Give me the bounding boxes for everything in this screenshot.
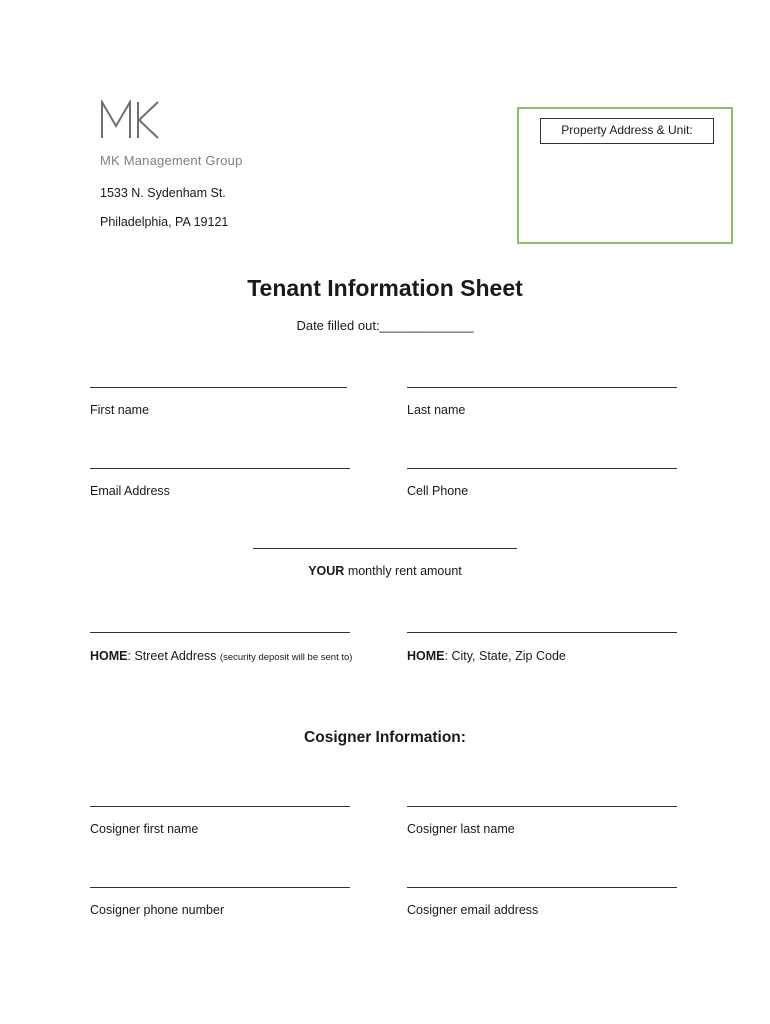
home-city-bold: HOME [407, 649, 445, 663]
first-name-label: First name [90, 403, 150, 417]
cell-phone-label: Cell Phone [407, 484, 469, 498]
cosigner-last-name-line[interactable] [407, 806, 677, 807]
last-name-line[interactable] [407, 387, 677, 388]
cosigner-email-label: Cosigner email address [407, 903, 539, 917]
first-name-line[interactable] [90, 387, 347, 388]
cosigner-heading: Cosigner Information: [304, 729, 466, 746]
home-city-line[interactable] [407, 632, 677, 633]
cell-phone-line[interactable] [407, 468, 677, 469]
home-street-text: : Street Address [127, 649, 220, 663]
cosigner-first-name-label: Cosigner first name [90, 822, 199, 836]
cosigner-phone-label: Cosigner phone number [90, 903, 225, 917]
email-label: Email Address [90, 484, 170, 498]
page-title: Tenant Information Sheet [247, 275, 523, 301]
rent-line[interactable] [253, 548, 517, 549]
property-address-box[interactable] [517, 107, 733, 244]
rent-label [0, 564, 770, 578]
cosigner-phone-line[interactable] [90, 887, 350, 888]
cosigner-last-name-label: Cosigner last name [407, 822, 515, 836]
email-line[interactable] [90, 468, 350, 469]
address-line-1: 1533 N. Sydenham St. [100, 186, 226, 200]
home-city-label [407, 649, 566, 663]
home-city-text: : City, State, Zip Code [444, 649, 566, 663]
home-street-note: (security deposit will be sent to) [219, 652, 353, 663]
home-street-line[interactable] [90, 632, 350, 633]
property-address-label: Property Address & Unit: [540, 118, 714, 144]
cosigner-email-line[interactable] [407, 887, 677, 888]
cosigner-first-name-line[interactable] [90, 806, 350, 807]
home-street-bold: HOME [90, 649, 128, 663]
date-filled-field[interactable]: Date filled out:_____________ [296, 318, 474, 333]
home-street-label [90, 649, 352, 663]
rent-label-text: monthly rent amount [344, 564, 462, 578]
rent-label-bold: YOUR [308, 564, 345, 578]
company-name: MK Management Group [100, 153, 243, 168]
last-name-label: Last name [407, 403, 466, 417]
address-line-2: Philadelphia, PA 19121 [100, 215, 229, 229]
mk-logo [100, 100, 160, 140]
